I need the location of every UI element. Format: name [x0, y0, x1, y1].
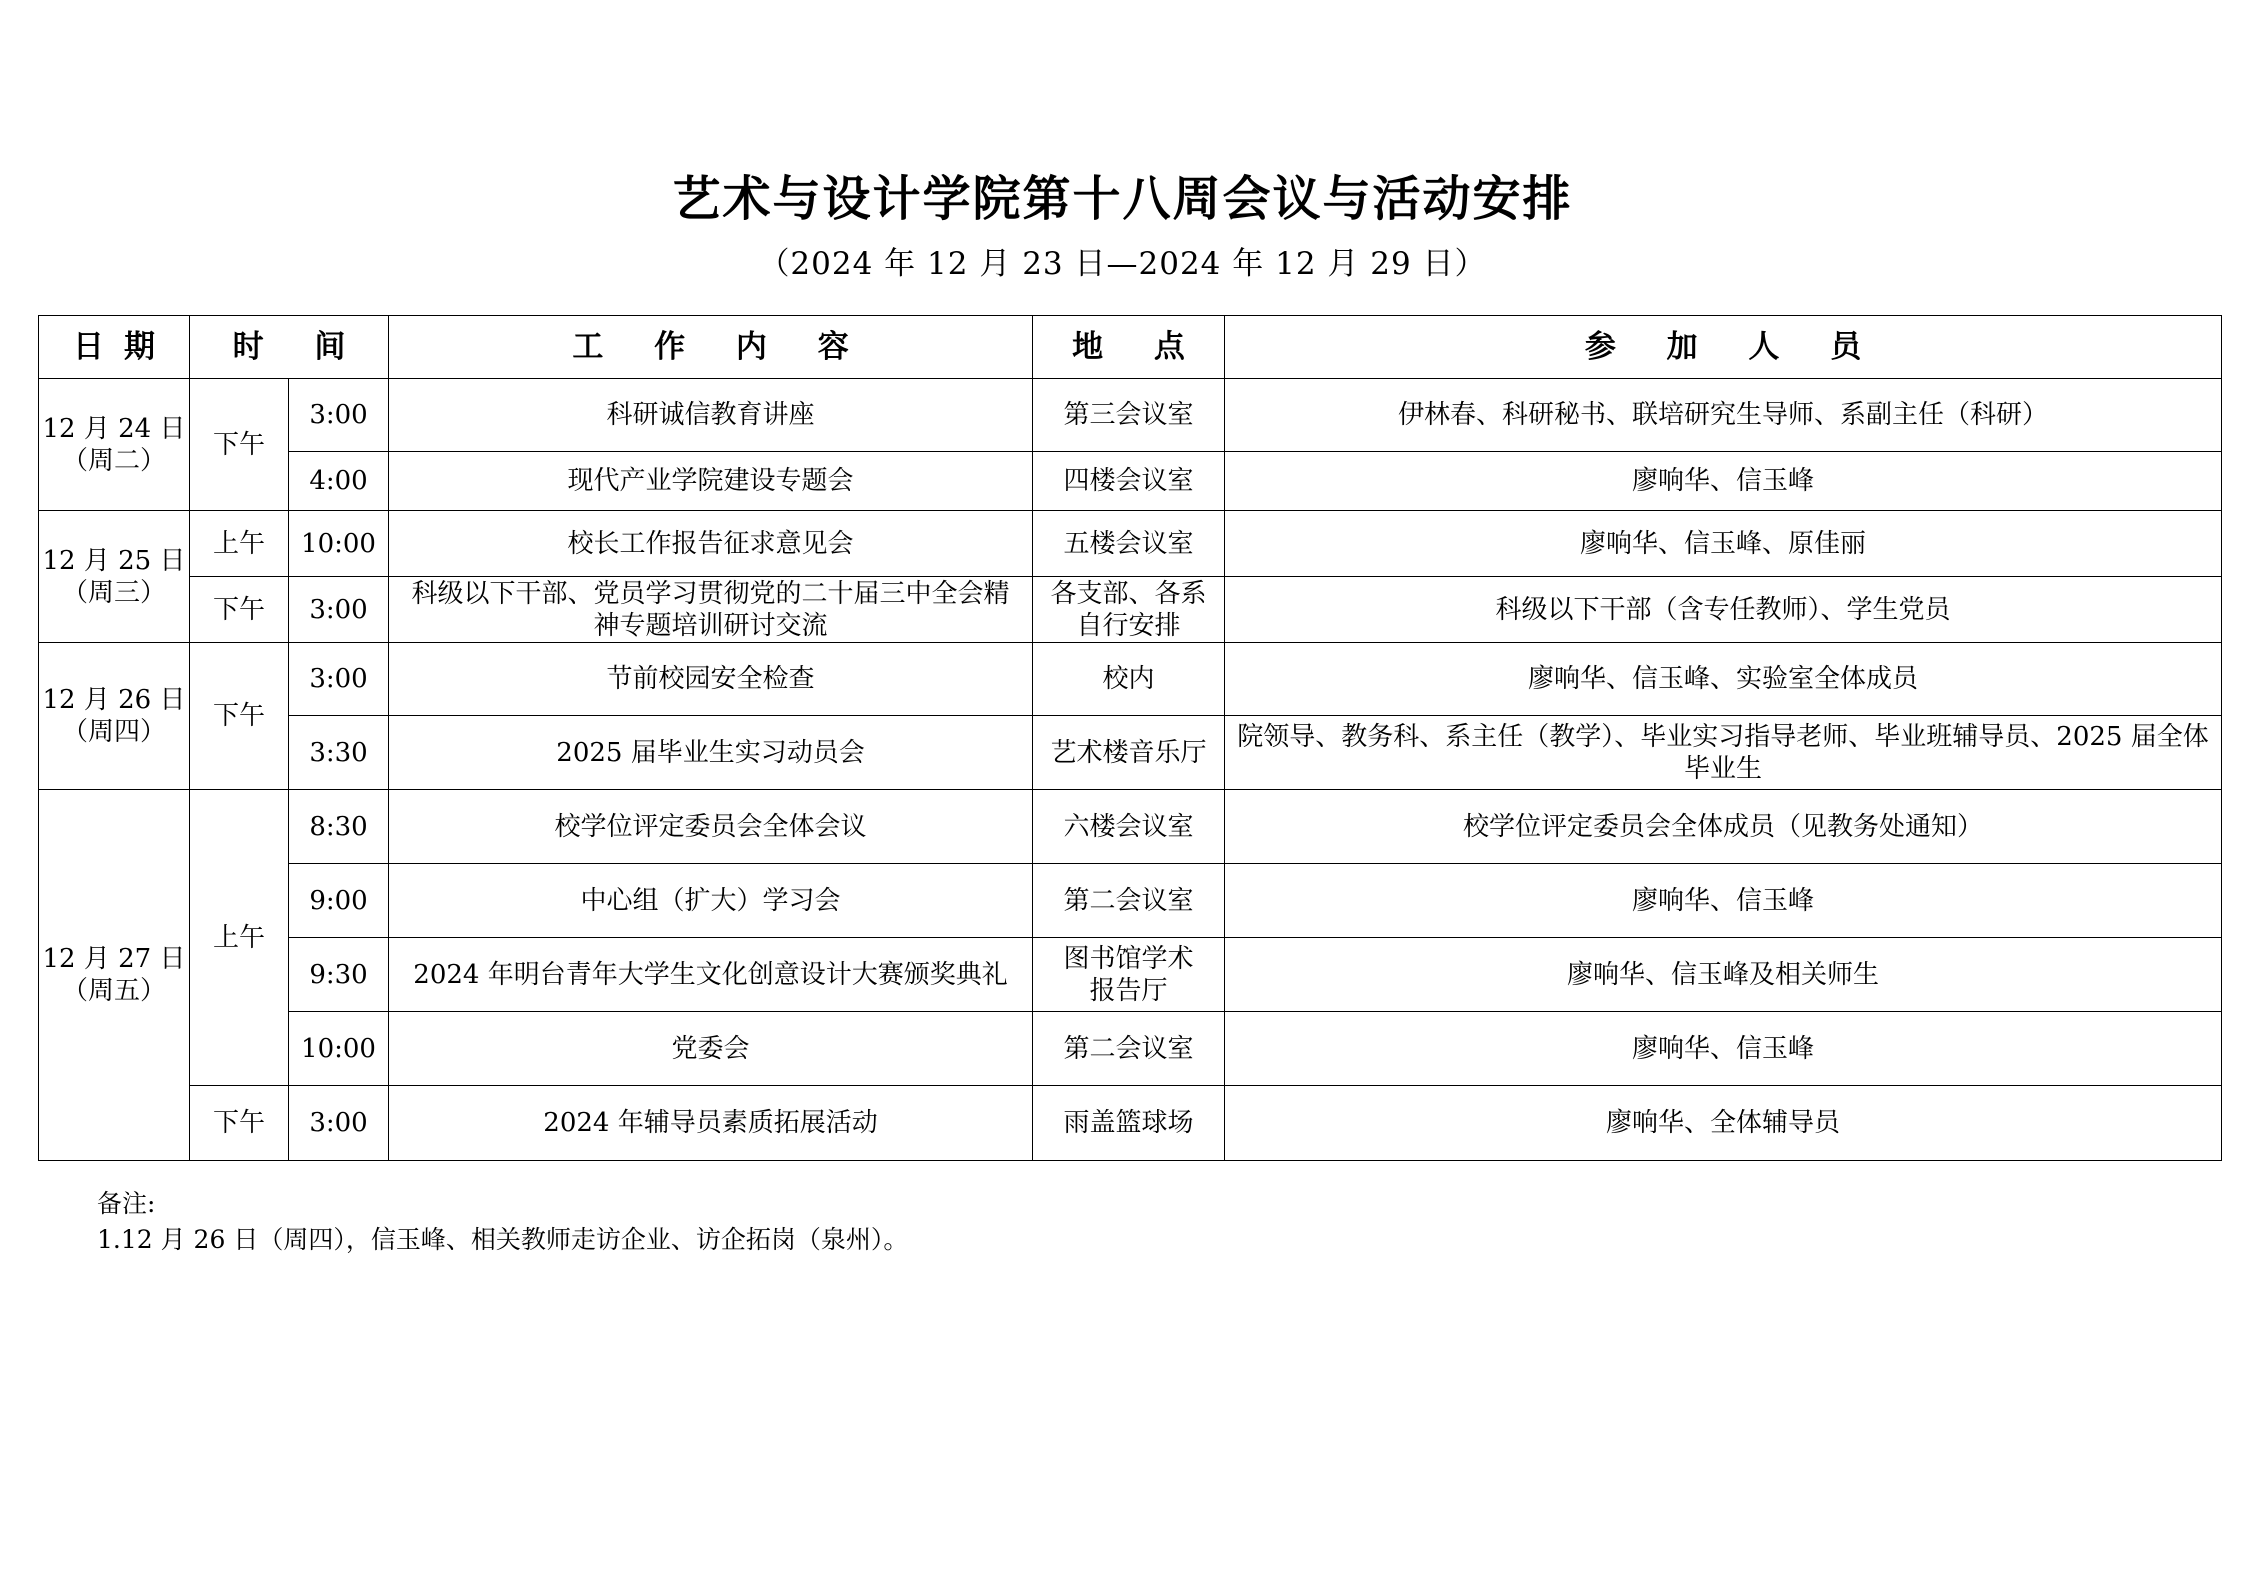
table-row — [39, 716, 2222, 790]
table-row — [39, 790, 2222, 864]
notes — [97, 1186, 908, 1258]
time-cell: 4:00 — [289, 452, 389, 511]
participants-cell: 廖响华、信玉峰、实验室全体成员 — [1225, 643, 2222, 716]
time-cell: 9:30 — [289, 938, 389, 1012]
time-cell: 9:00 — [289, 864, 389, 938]
participants-cell: 院领导、教务科、系主任（教学）、毕业实习指导老师、毕业班辅导员、2025 届全体毕业生 — [1225, 716, 2222, 790]
table-row — [39, 511, 2222, 577]
content-cell: 校学位评定委员会全体会议 — [389, 790, 1033, 864]
location-cell: 艺术楼音乐厅 — [1033, 716, 1225, 790]
table-row — [39, 577, 2222, 643]
period-cell: 上午 — [190, 790, 289, 1086]
time-cell: 10:00 — [289, 511, 389, 577]
day-date-cell: 12 月 26 日 （周四） — [39, 643, 190, 790]
time-cell: 3:00 — [289, 577, 389, 643]
content-cell: 节前校园安全检查 — [389, 643, 1033, 716]
participants-cell: 廖响华、信玉峰及相关师生 — [1225, 938, 2222, 1012]
day-date-cell: 12 月 27 日 （周五） — [39, 790, 190, 1161]
content-cell: 2024 年辅导员素质拓展活动 — [389, 1086, 1033, 1161]
period-cell: 下午 — [190, 379, 289, 511]
content-cell: 党委会 — [389, 1012, 1033, 1086]
time-cell: 10:00 — [289, 1012, 389, 1086]
time-cell: 3:30 — [289, 716, 389, 790]
location-cell: 六楼会议室 — [1033, 790, 1225, 864]
schedule-table — [38, 315, 2222, 1161]
location-cell: 雨盖篮球场 — [1033, 1086, 1225, 1161]
day-date-cell: 12 月 25 日 （周三） — [39, 511, 190, 643]
location-cell: 校内 — [1033, 643, 1225, 716]
content-cell: 2025 届毕业生实习动员会 — [389, 716, 1033, 790]
period-cell: 下午 — [190, 577, 289, 643]
location-cell: 第二会议室 — [1033, 1012, 1225, 1086]
time-cell: 3:00 — [289, 1086, 389, 1161]
period-cell: 下午 — [190, 1086, 289, 1161]
day-date-cell: 12 月 24 日 （周二） — [39, 379, 190, 511]
notes-label: 备注: — [97, 1189, 156, 1218]
content-cell: 2024 年明台青年大学生文化创意设计大赛颁奖典礼 — [389, 938, 1033, 1012]
table-row — [39, 938, 2222, 1012]
table-header-row — [39, 316, 2222, 379]
location-cell: 第二会议室 — [1033, 864, 1225, 938]
header-content: 工 作 内 容 — [389, 316, 1033, 379]
participants-cell: 廖响华、信玉峰 — [1225, 1012, 2222, 1086]
location-cell: 第三会议室 — [1033, 379, 1225, 452]
page-title: 艺术与设计学院第十八周会议与活动安排 — [672, 171, 1573, 227]
participants-cell: 科级以下干部（含专任教师）、学生党员 — [1225, 577, 2222, 643]
header-date: 日期 — [39, 316, 190, 379]
header-location: 地 点 — [1033, 316, 1225, 379]
table-row — [39, 864, 2222, 938]
period-cell: 上午 — [190, 511, 289, 577]
participants-cell: 廖响华、信玉峰、原佳丽 — [1225, 511, 2222, 577]
date-range: （2024 年 12 月 23 日—2024 年 12 月 29 日） — [758, 246, 1487, 282]
content-cell: 中心组（扩大）学习会 — [389, 864, 1033, 938]
location-cell: 各支部、各系自行安排 — [1033, 577, 1225, 643]
header-time: 时 间 — [190, 316, 389, 379]
location-cell: 四楼会议室 — [1033, 452, 1225, 511]
participants-cell: 廖响华、全体辅导员 — [1225, 1086, 2222, 1161]
location-cell: 图书馆学术报告厅 — [1033, 938, 1225, 1012]
participants-cell: 伊林春、科研秘书、联培研究生导师、系副主任（科研） — [1225, 379, 2222, 452]
note-item: 1.12 月 26 日（周四），信玉峰、相关教师走访企业、访企拓岗（泉州）。 — [97, 1225, 909, 1254]
time-cell: 3:00 — [289, 643, 389, 716]
content-cell: 科研诚信教育讲座 — [389, 379, 1033, 452]
header-participants: 参 加 人 员 — [1225, 316, 2222, 379]
table-row — [39, 379, 2222, 452]
location-cell: 五楼会议室 — [1033, 511, 1225, 577]
table-row — [39, 1086, 2222, 1161]
content-cell: 现代产业学院建设专题会 — [389, 452, 1033, 511]
participants-cell: 校学位评定委员会全体成员（见教务处通知） — [1225, 790, 2222, 864]
participants-cell: 廖响华、信玉峰 — [1225, 452, 2222, 511]
table-row — [39, 643, 2222, 716]
content-cell: 校长工作报告征求意见会 — [389, 511, 1033, 577]
participants-cell: 廖响华、信玉峰 — [1225, 864, 2222, 938]
period-cell: 下午 — [190, 643, 289, 790]
time-cell: 3:00 — [289, 379, 389, 452]
content-cell: 科级以下干部、党员学习贯彻党的二十届三中全会精神专题培训研讨交流 — [389, 577, 1033, 643]
table-row — [39, 452, 2222, 511]
time-cell: 8:30 — [289, 790, 389, 864]
table-row — [39, 1012, 2222, 1086]
